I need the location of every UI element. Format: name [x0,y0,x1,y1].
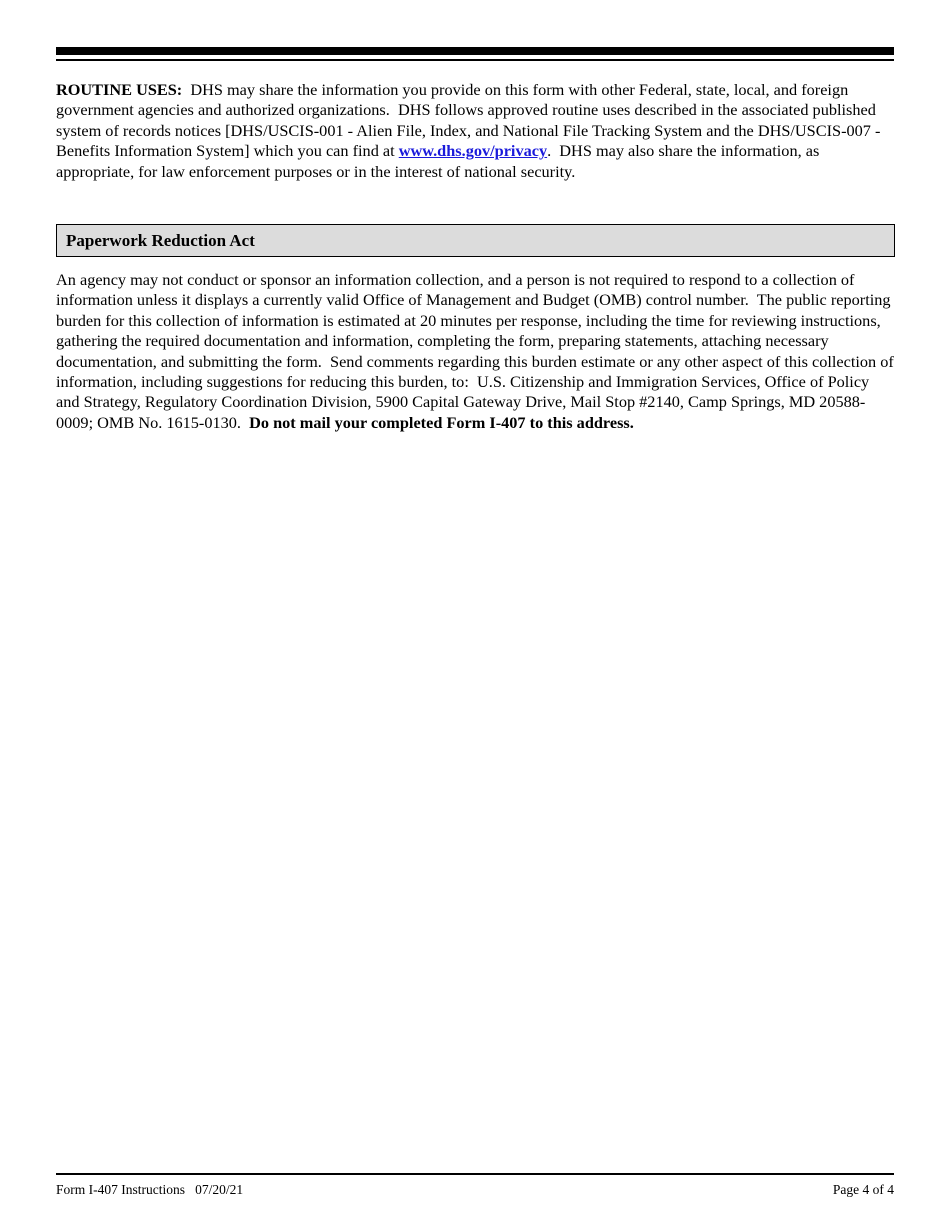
footer-form-info: Form I-407 Instructions 07/20/21 [56,1182,244,1197]
routine-uses-text-end: . DHS may also share the information, as appropriate, for law enforcement purposes or in the interest of national security. [56,141,824,181]
footer-divider [56,1173,894,1175]
paperwork-paragraph [56,270,898,433]
dhs-privacy-link[interactable]: www.dhs.gov/privacy [398,141,548,161]
top-divider-thick [56,47,894,55]
paperwork-section-header [56,224,895,257]
routine-uses-text: DHS may share the information you provide on this form with other Federal, state, local, and foreign government agencies and authorized organizations. DHS follows approved routine uses described in the associated published system of records notices [DHS/USCIS-001 - Alien File, Index, and National File Tracking System and the DHS/USCIS-007 - Benefits Information System] which you can find at [56,80,885,161]
paperwork-body: An agency may not conduct or sponsor an information collection, and a person is not required to respond to a collection of information unless it displays a currently valid Office of Management and Budget (OMB) control number. The public reporting burden for this collection of information is estimated at 20 minutes per response, including the time for reviewing instructions, gathering the required documentation and information, completing the form, preparing statements, attaching necessary documentation, and submitting the form. Send comments regarding this burden estimate or any other aspect of this collection of information, including suggestions for reducing this burden, to: U.S. Citizenship and Immigration Services, Office of Policy and Strategy, Regulatory Coordination Division, 5900 Capital Gateway Drive, Mail Stop #2140, Camp Springs, MD 20588-0009; OMB No. 1615-0130. [56,270,898,432]
paperwork-section-title: Paperwork Reduction Act [66,231,255,250]
routine-uses-paragraph [56,80,894,182]
footer-page-number: Page 4 of 4 [832,1182,894,1197]
top-divider-thin [56,59,894,61]
routine-uses-heading: ROUTINE USES: [56,80,183,99]
paperwork-bold-notice: Do not mail your completed Form I-407 to this address. [249,412,634,432]
